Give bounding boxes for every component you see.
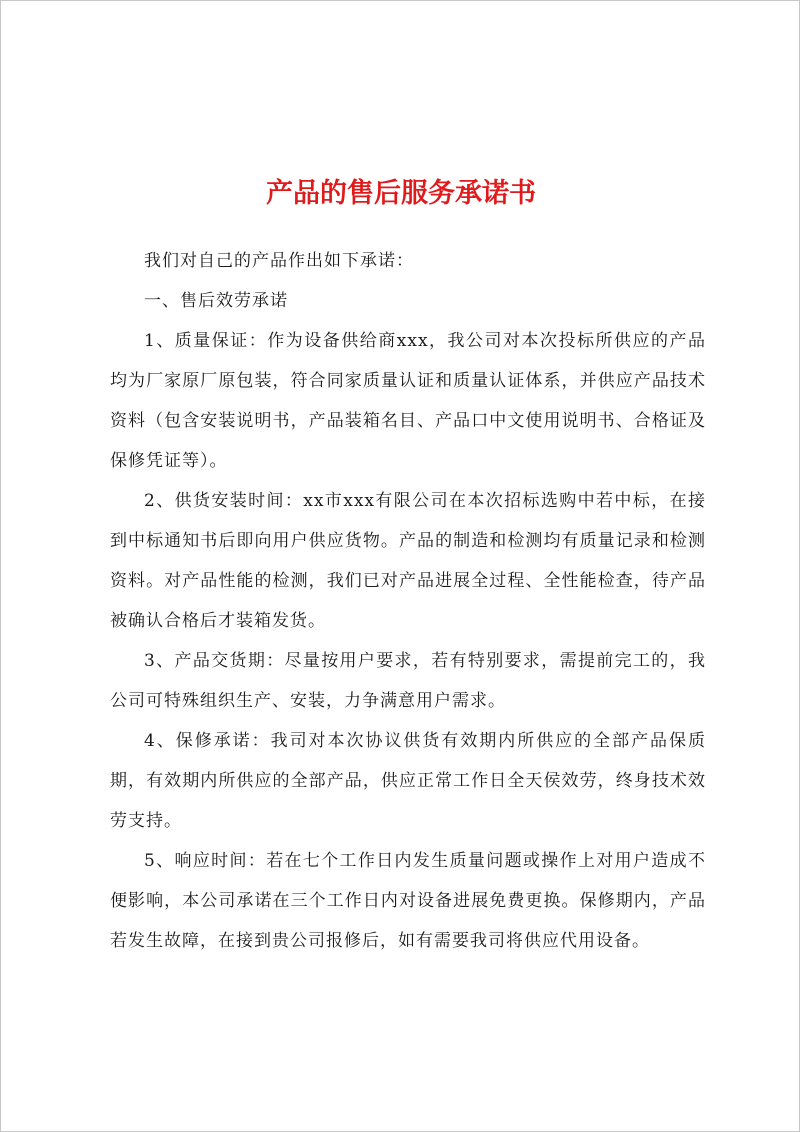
paragraph-delivery-period: 3、产品交货期：尽量按用户要求，若有特别要求，需提前完工的，我公司可特殊组织生产、安装，力争满意用户需求。	[110, 651, 706, 711]
document-title: 产品的售后服务承诺书	[266, 178, 536, 209]
paragraph-quality-guarantee: 1、质量保证：作为设备供给商xxx，我公司对本次投标所供应的产品均为厂家原厂原包装，符合同家质量认证和质量认证体系，并供应产品技术资料（包含安装说明书，产品装箱名目、产品口中文使用说明书、合格证及保修凭证等）。	[110, 331, 706, 471]
paragraph-section-heading: 一、售后效劳承诺	[144, 291, 288, 311]
document-body	[110, 241, 706, 961]
paragraph-intro: 我们对自己的产品作出如下承诺：	[144, 251, 414, 271]
paragraph-response-time: 5、响应时间：若在七个工作日内发生质量问题或操作上对用户造成不便影响，本公司承诺在三个工作日内对设备进展免费更换。保修期内，产品若发生故障，在接到贵公司报修后，如有需要我司将供应代用设备。	[110, 851, 706, 951]
paragraph-warranty: 4、保修承诺：我司对本次协议供货有效期内所供应的全部产品保质期，有效期内所供应的全部产品，供应正常工作日全天侯效劳，终身技术效劳支持。	[110, 731, 706, 831]
paragraph-delivery-installation: 2、供货安装时间：xx市xxx有限公司在本次招标选购中若中标，在接到中标通知书后即向用户供应货物。产品的制造和检测均有质量记录和检测资料。对产品性能的检测，我们已对产品进展全过程、全性能检查，待产品被确认合格后才装箱发货。	[110, 491, 706, 631]
